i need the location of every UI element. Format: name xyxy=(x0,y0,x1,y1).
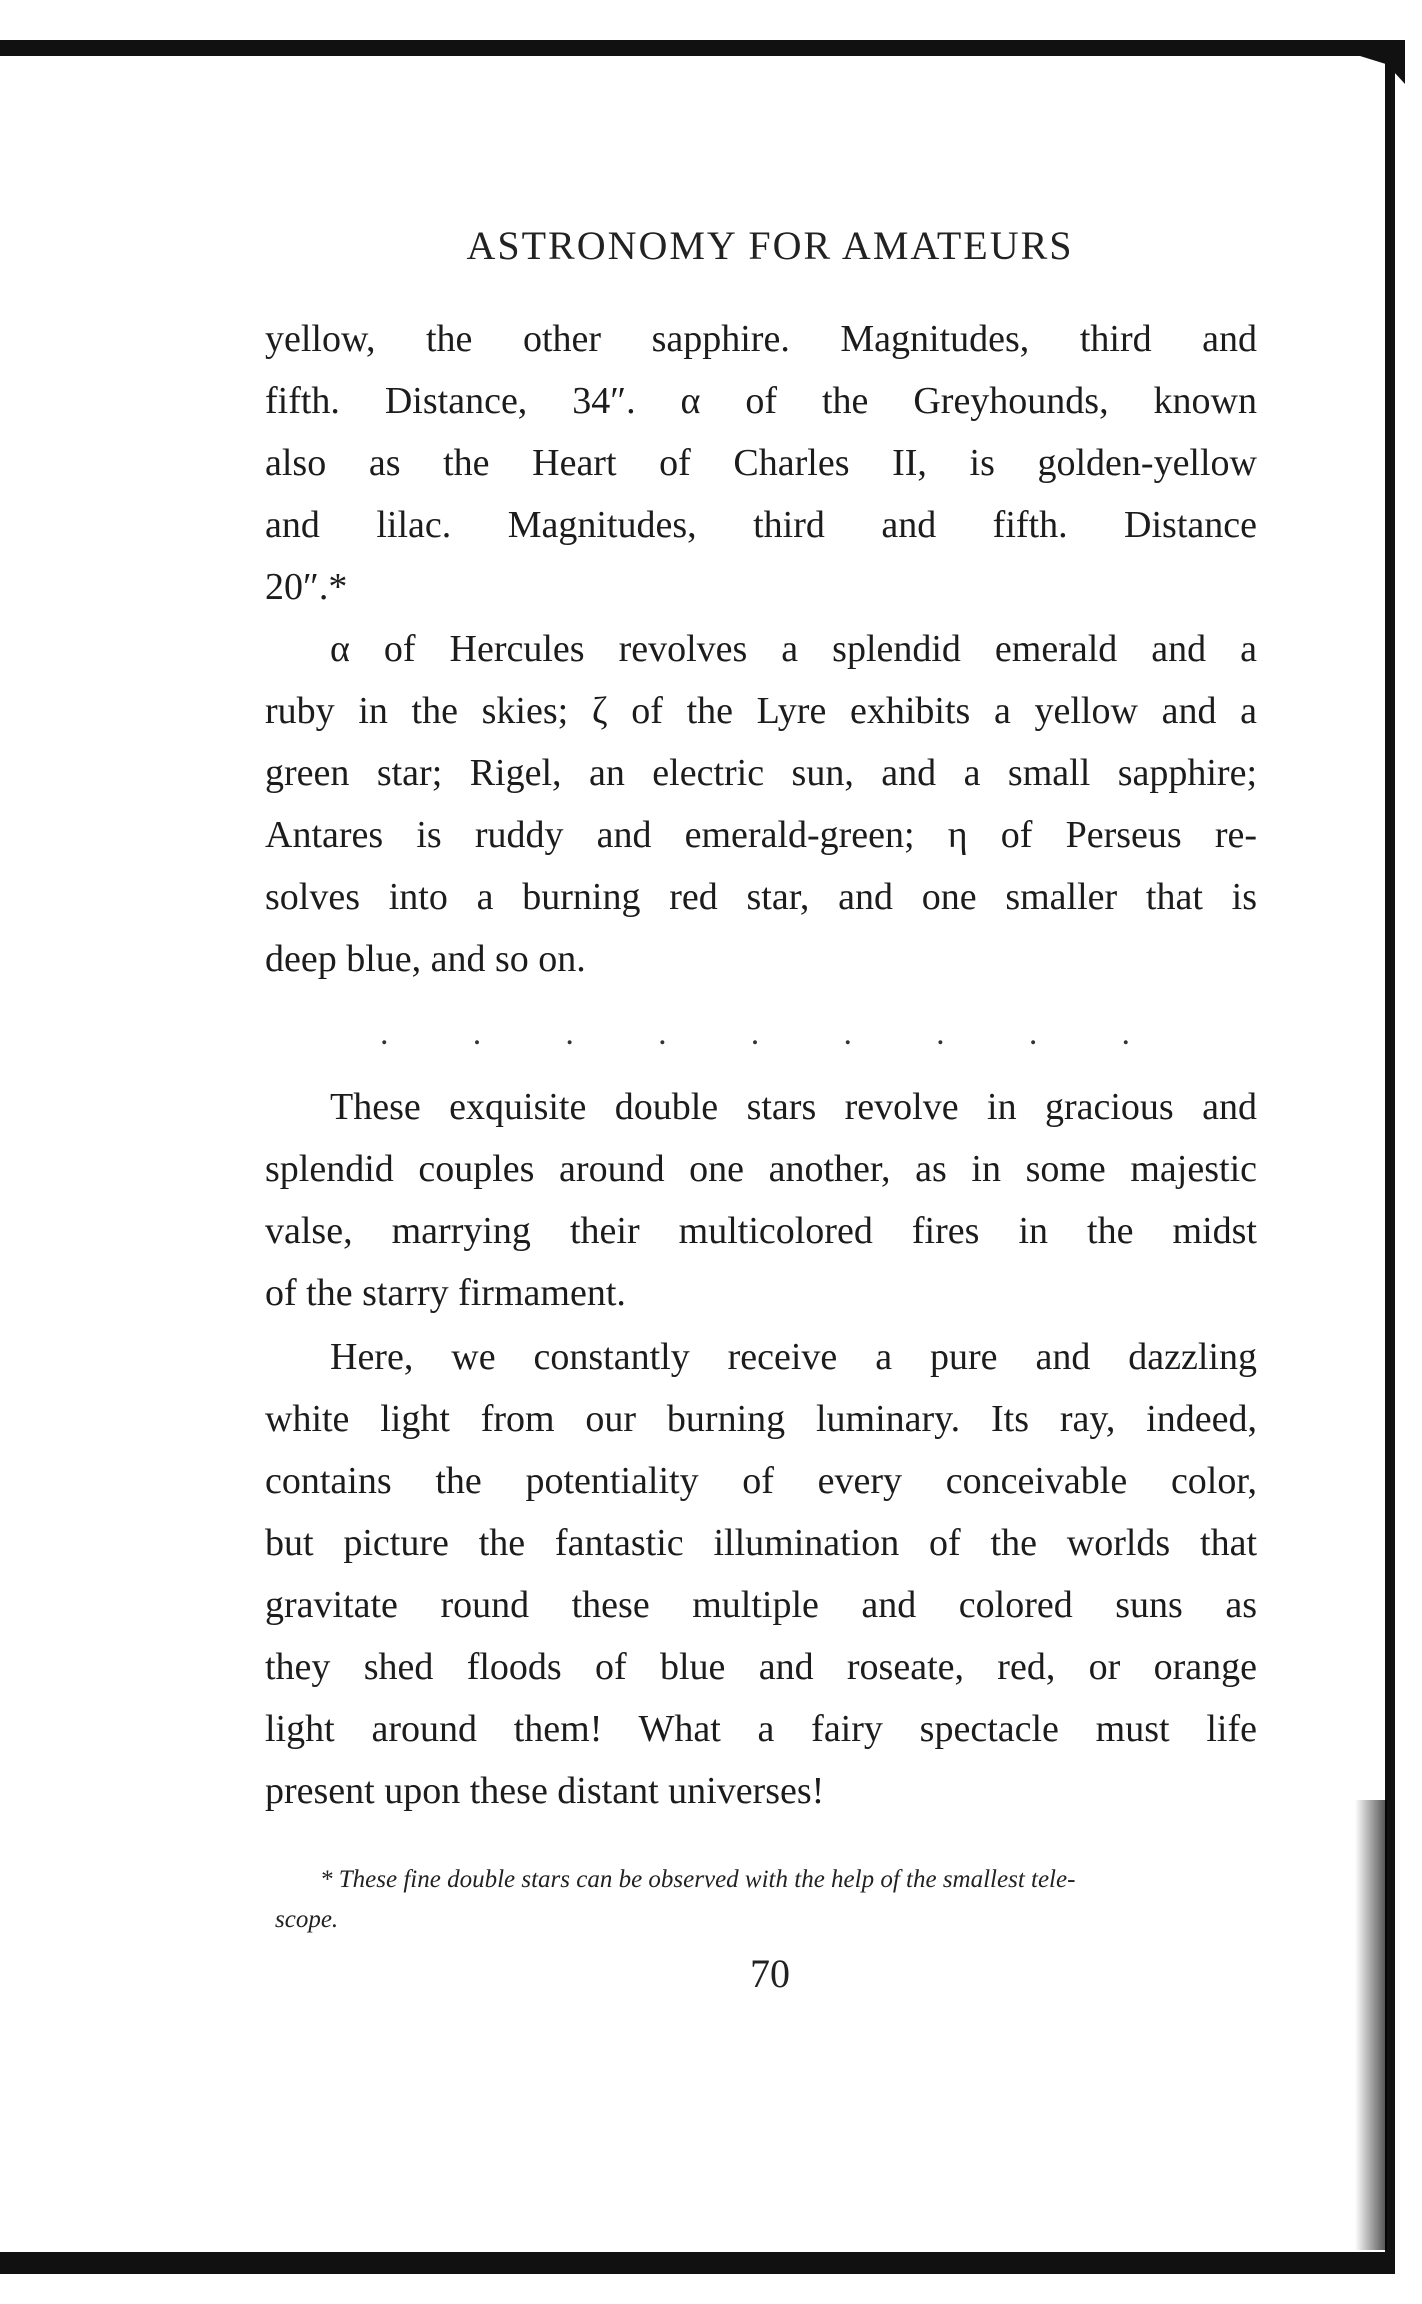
separator-dot: . xyxy=(472,1015,482,1052)
text-line: present upon these distant universes! xyxy=(265,1770,825,1812)
scan-border-corner xyxy=(1360,56,1405,84)
text-line: These exquisite double stars revolve in gracious and xyxy=(330,1086,1257,1128)
section-separator xyxy=(380,1015,1130,1053)
text-line: deep blue, and so on. xyxy=(265,938,586,980)
separator-dot: . xyxy=(750,1015,760,1052)
footnote xyxy=(275,1860,1255,1940)
page-number: 70 xyxy=(750,1951,790,1996)
text-line: white light from our burning luminary. Its ray, indeed, xyxy=(265,1398,1257,1440)
paragraph-1 xyxy=(265,308,1257,618)
text-line: they shed floods of blue and roseate, red, or orange xyxy=(265,1646,1257,1688)
separator-dot: . xyxy=(380,1015,389,1052)
text-line: Antares is ruddy and emerald-green; η of Perseus re- xyxy=(265,814,1257,856)
scan-border-bottom xyxy=(0,2252,1395,2274)
separator-dot: . xyxy=(843,1015,852,1052)
separator-dot: . xyxy=(936,1015,945,1052)
text-line: ruby in the skies; ζ of the Lyre exhibits a yellow and a xyxy=(265,690,1257,732)
footnote-line: scope. xyxy=(275,1906,339,1933)
text-line: fifth. Distance, 34″. α of the Greyhounds, known xyxy=(265,380,1257,422)
text-line: splendid couples around one another, as in some majestic xyxy=(265,1148,1257,1190)
text-line: light around them! What a fairy spectacle must life xyxy=(265,1708,1257,1750)
text-line: green star; Rigel, an electric sun, and a small sapphire; xyxy=(265,752,1257,794)
text-line: α of Hercules revolves a splendid emerald and a xyxy=(330,628,1257,670)
separator-dot: . xyxy=(1121,1015,1130,1052)
text-line: 20″.* xyxy=(265,566,348,608)
separator-dot: . xyxy=(565,1015,574,1052)
text-line: but picture the fantastic illumination of the worlds that xyxy=(265,1522,1257,1564)
text-line: Here, we constantly receive a pure and dazzling xyxy=(330,1336,1257,1378)
separator-dot: . xyxy=(658,1015,667,1052)
text-line: of the starry firmament. xyxy=(265,1272,626,1314)
running-head: ASTRONOMY FOR AMATEURS xyxy=(466,223,1074,268)
text-line: contains the potentiality of every conceivable color, xyxy=(265,1460,1257,1502)
paragraph-3 xyxy=(265,1076,1257,1324)
text-line: solves into a burning red star, and one smaller that is xyxy=(265,876,1257,918)
separator-dot: . xyxy=(1028,1015,1038,1052)
paragraph-2 xyxy=(265,618,1257,990)
text-line: yellow, the other sapphire. Magnitudes, third and xyxy=(265,318,1257,360)
text-line: gravitate round these multiple and colored suns as xyxy=(265,1584,1257,1626)
scan-border-top xyxy=(0,40,1405,56)
text-line: and lilac. Magnitudes, third and fifth. Distance xyxy=(265,504,1257,546)
text-line: valse, marrying their multicolored fires in the midst xyxy=(265,1210,1257,1252)
text-line: also as the Heart of Charles II, is golden-yellow xyxy=(265,442,1257,484)
footnote-line: * These fine double stars can be observed with the help of the smallest tele- xyxy=(320,1866,1076,1893)
scan-shadow-right xyxy=(1355,1800,1387,2250)
paragraph-4 xyxy=(265,1326,1257,1822)
